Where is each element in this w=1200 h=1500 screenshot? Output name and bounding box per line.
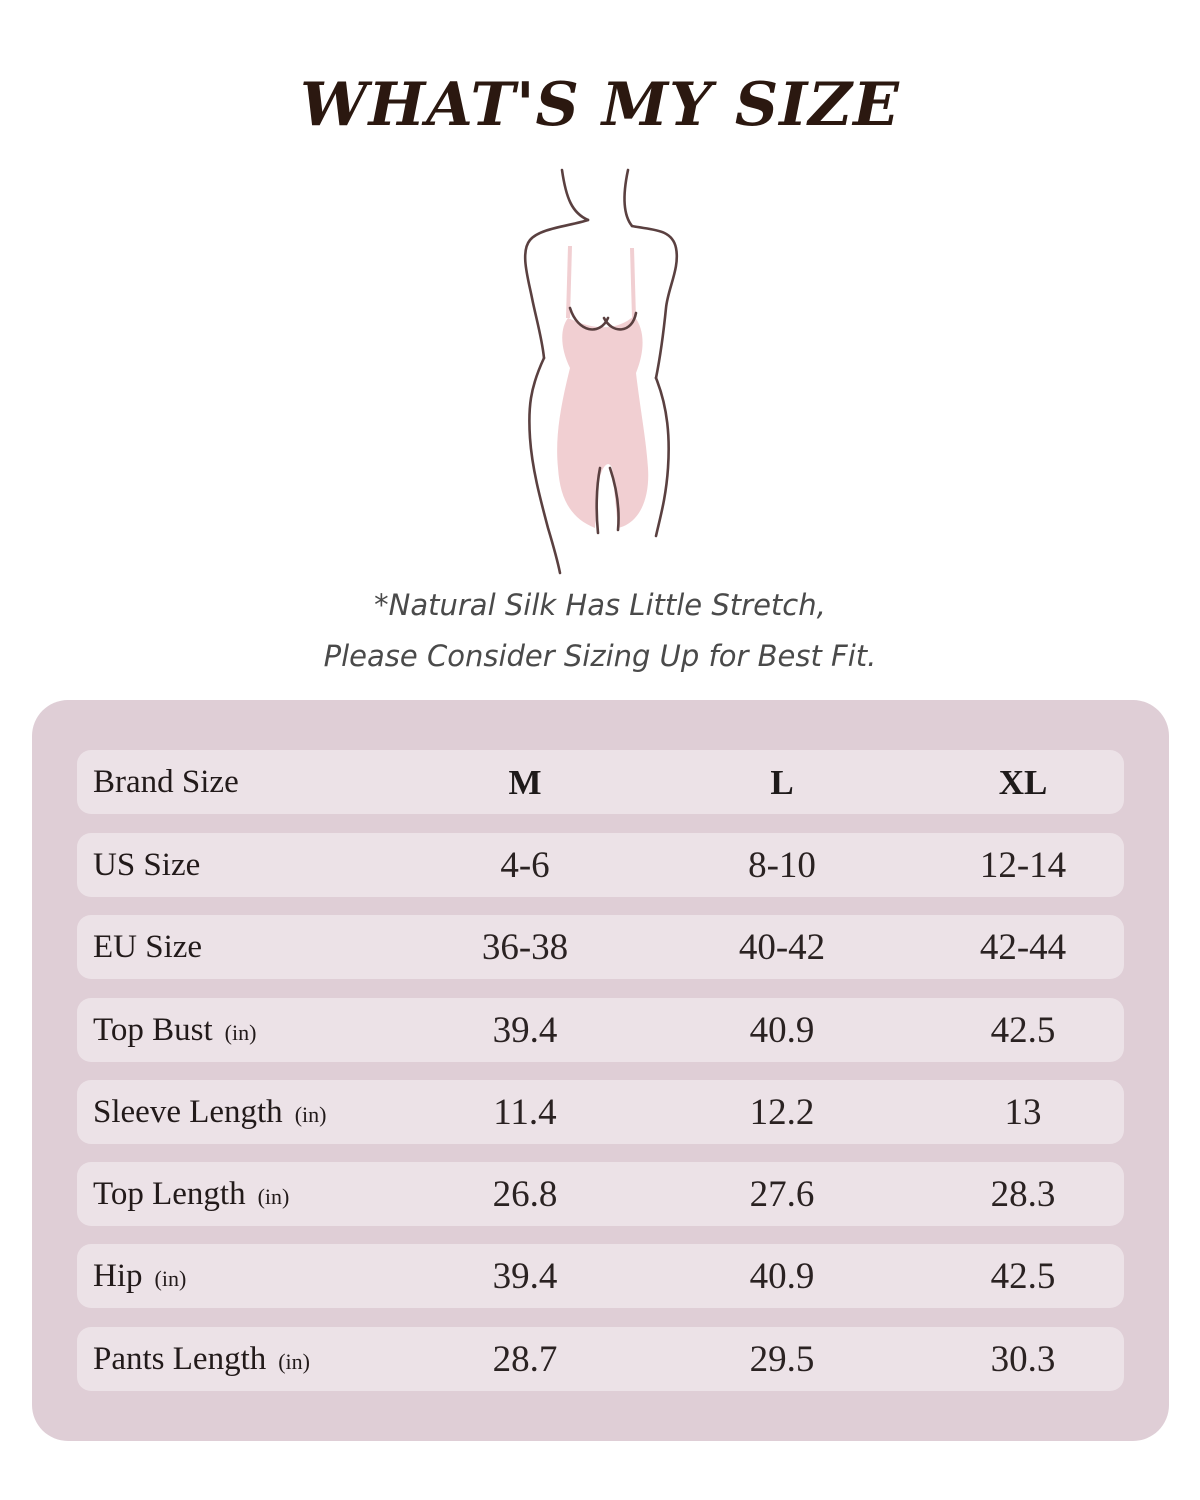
cell-l: 27.6 (749, 1174, 815, 1215)
page-title: WHAT'S MY SIZE (300, 70, 900, 140)
row-label: Top Length (in) (93, 1176, 290, 1212)
cell-xl: 12-14 (979, 845, 1067, 886)
row-label: US Size (93, 847, 201, 883)
header-size-xl: XL (998, 763, 1048, 802)
cell-m: 26.8 (492, 1174, 558, 1215)
table-row-sleeve-length (77, 1080, 1124, 1144)
cell-l: 29.5 (749, 1339, 815, 1380)
cell-xl: 13 (1004, 1092, 1042, 1133)
cell-l: 40.9 (749, 1010, 815, 1051)
cell-m: 36-38 (481, 927, 569, 968)
cell-l: 12.2 (749, 1092, 815, 1133)
bodysuit-fill (557, 316, 648, 528)
row-label: Pants Length (in) (93, 1341, 310, 1377)
cell-xl: 42.5 (990, 1256, 1056, 1297)
row-label: EU Size (93, 929, 203, 965)
cell-m: 4-6 (500, 845, 550, 886)
cell-xl: 30.3 (990, 1339, 1056, 1380)
table-row-hip (77, 1244, 1124, 1308)
cell-m: 39.4 (492, 1010, 558, 1051)
header-size-m: M (508, 763, 542, 802)
row-label: Top Bust (in) (93, 1012, 257, 1048)
table-row-us-size (77, 833, 1124, 897)
fit-note-line-2: Please Consider Sizing Up for Best Fit. (323, 639, 877, 673)
cell-xl: 42-44 (979, 927, 1067, 968)
table-row-top-length (77, 1162, 1124, 1226)
cell-l: 40-42 (738, 927, 826, 968)
cell-m: 39.4 (492, 1256, 558, 1297)
row-label: Hip (in) (93, 1258, 187, 1294)
header-size-l: L (770, 763, 794, 802)
header-label: Brand Size (93, 764, 239, 800)
table-row-top-bust (77, 998, 1124, 1062)
cell-m: 11.4 (493, 1092, 557, 1133)
table-row-pants-length (77, 1327, 1124, 1391)
cell-l: 40.9 (749, 1256, 815, 1297)
cell-l: 8-10 (748, 845, 816, 886)
table-header-row (77, 750, 1124, 814)
body-silhouette-illustration (500, 168, 700, 578)
row-label: Sleeve Length (in) (93, 1094, 327, 1130)
cell-xl: 42.5 (990, 1010, 1056, 1051)
cell-m: 28.7 (492, 1339, 558, 1380)
cell-xl: 28.3 (990, 1174, 1056, 1215)
fit-note-line-1: *Natural Silk Has Little Stretch, (374, 588, 826, 622)
table-row-eu-size (77, 915, 1124, 979)
